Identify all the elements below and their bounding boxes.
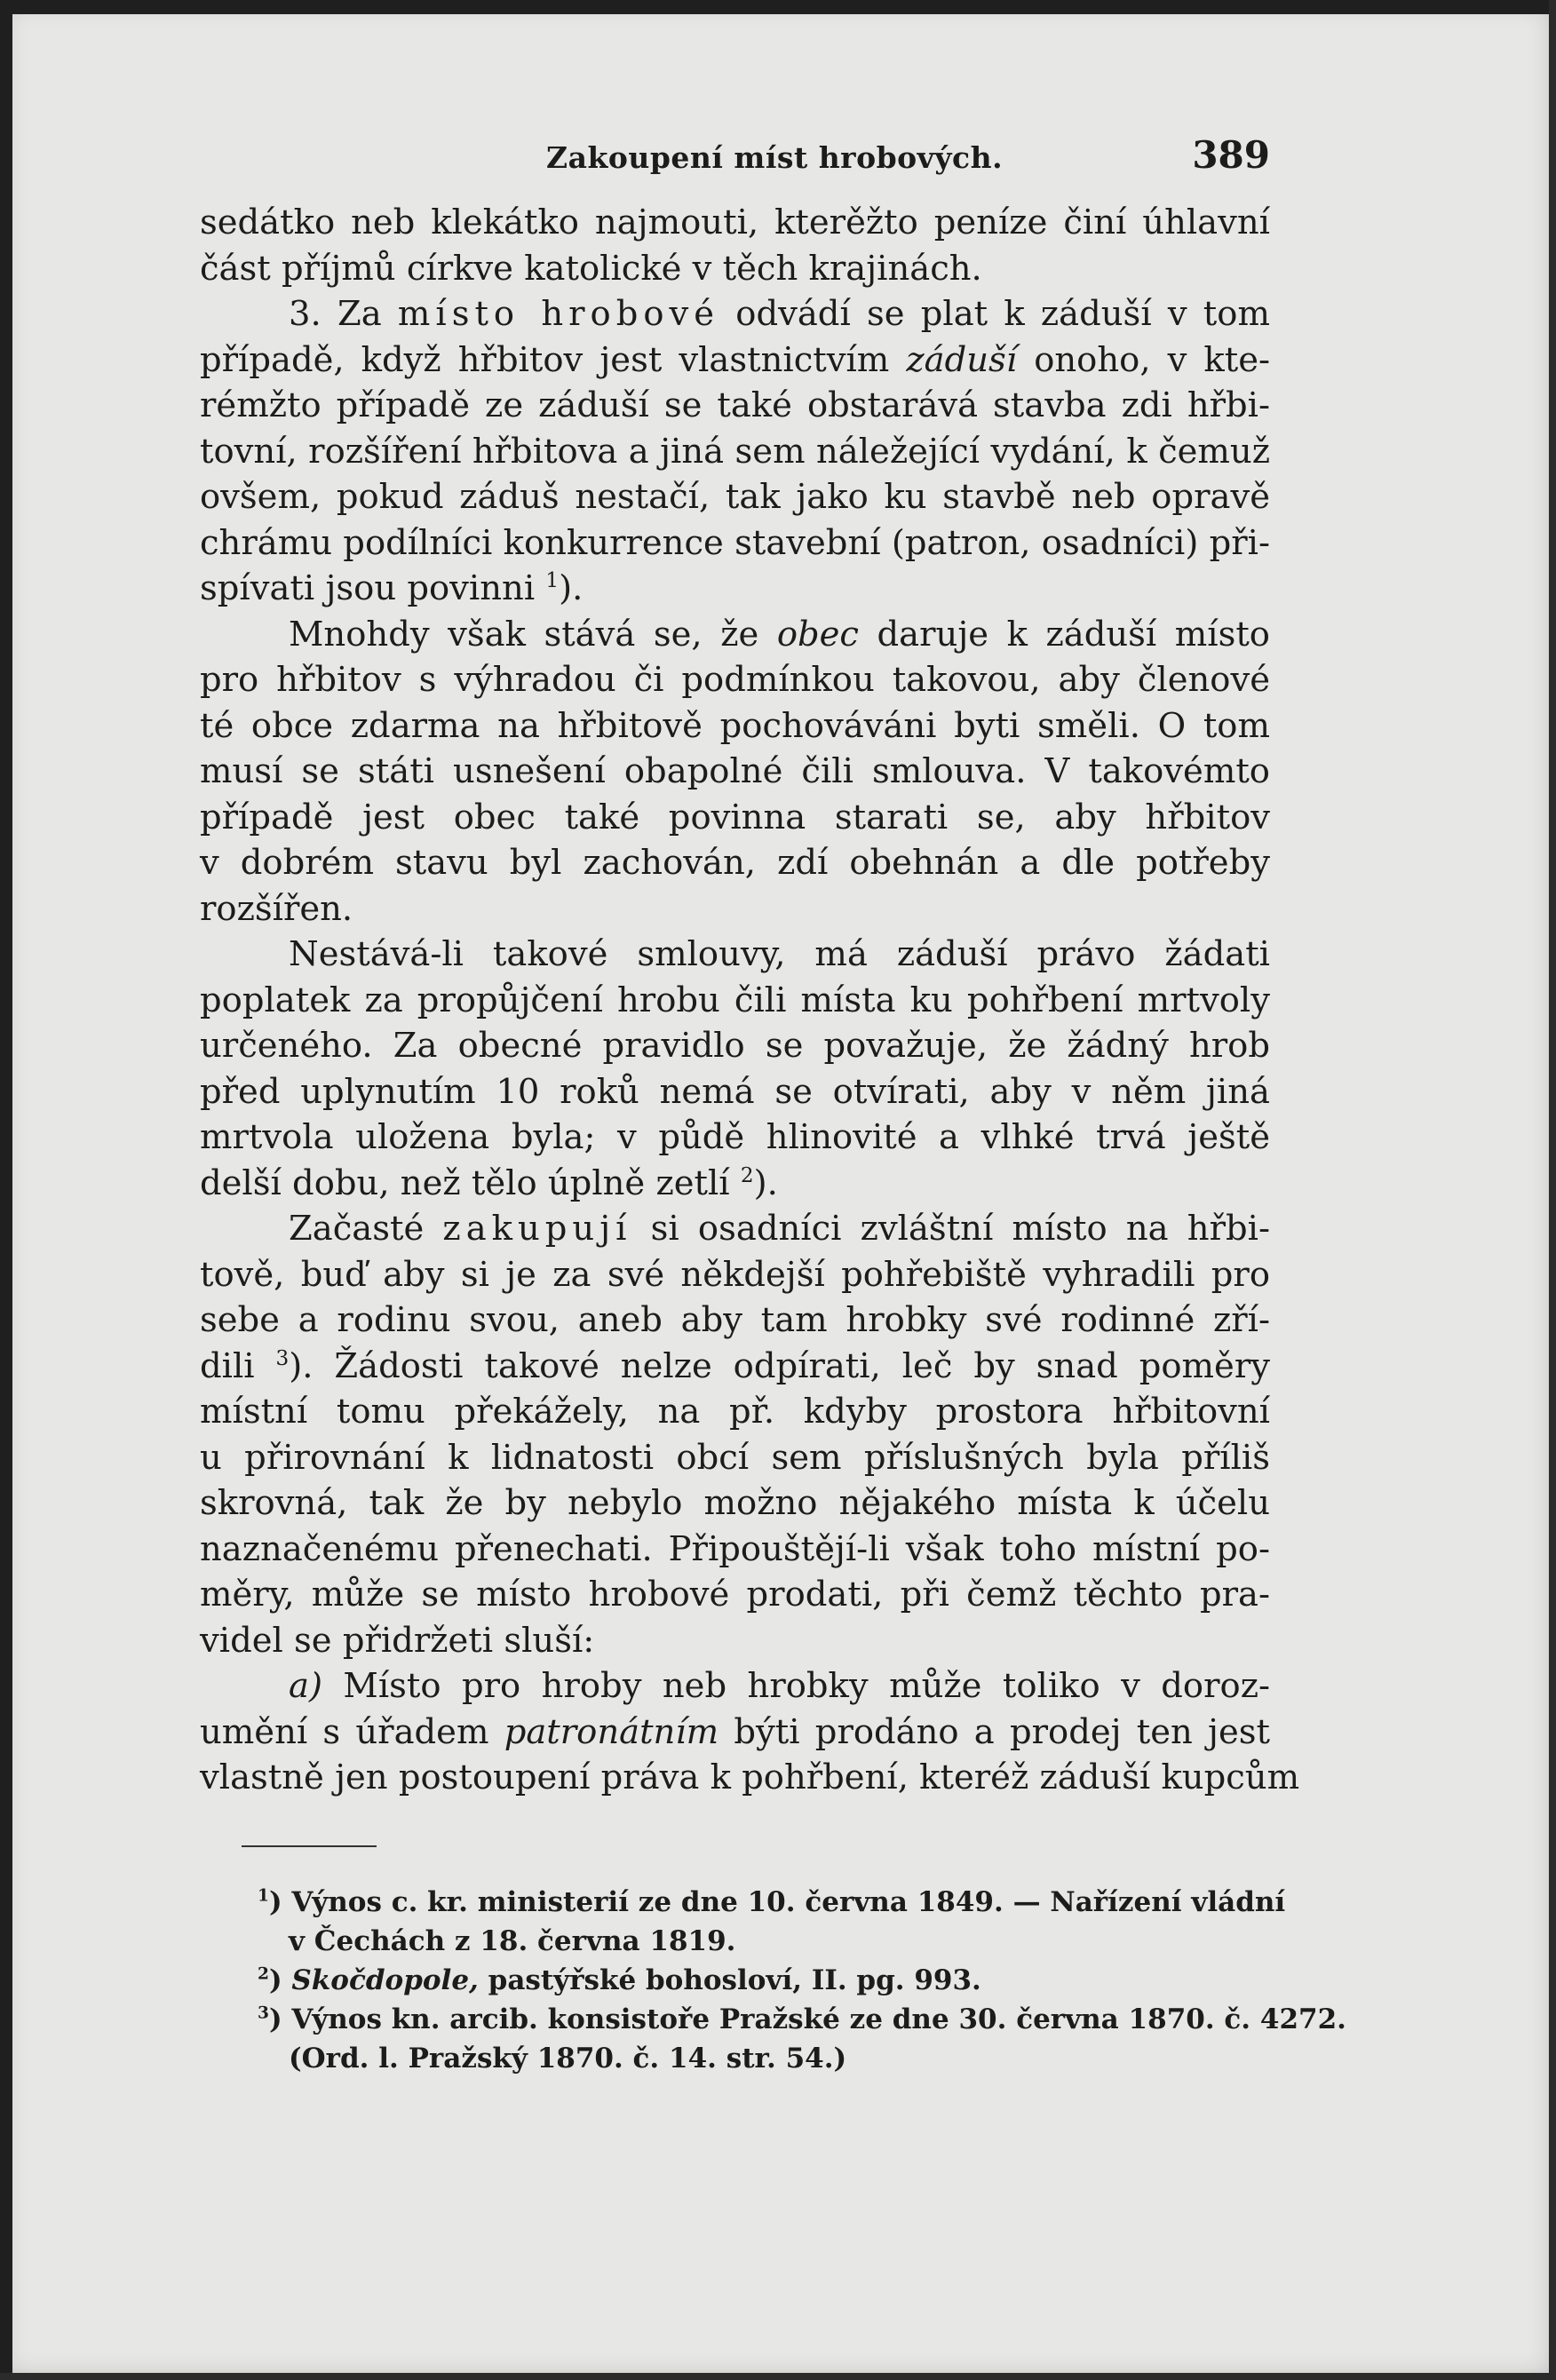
italic-term: záduší xyxy=(906,339,1018,380)
footnote-divider xyxy=(242,1845,377,1847)
text-line: musí se státi usnešení obapolné čili smlouva. V takovémto xyxy=(200,751,1270,791)
text-line: naznačenému přenechati. Připouštějí-li však toho místní po- xyxy=(200,1528,1270,1569)
text-line: případě, když hřbitov jest vlastnictvím záduší onoho, v kte- xyxy=(200,339,1270,380)
text-line: spívati jsou povinni $^1$). xyxy=(200,568,584,608)
footnote-mark: 2 xyxy=(258,1964,269,1984)
footnote-ref: 3 xyxy=(275,1346,290,1370)
text-line: té obce zdarma na hřbitově pochováváni byti směli. O tom xyxy=(200,705,1270,746)
text-line: u přirovnání k lidnatosti obcí sem příslušných byla příliš xyxy=(200,1437,1270,1478)
text-line: tově, buď aby si je za své někdejší pohřebiště vyhradili pro xyxy=(200,1254,1270,1295)
footnote-mark: 1 xyxy=(258,1886,269,1906)
text-line: sedátko neb klekátko najmouti, kterěžto peníze činí úhlavní xyxy=(200,202,1270,242)
text-line: skrovná, tak že by nebylo možno nějakého místa k účelu xyxy=(200,1483,1270,1523)
text-line: mrtvola uložena byla; v půdě hlinovité a vlhké trvá ještě xyxy=(200,1117,1270,1157)
text-line: před uplynutím 10 roků nemá se otvírati, aby v něm jiná xyxy=(200,1071,1270,1112)
text-line: poplatek za propůjčení hrobu čili místa ku pohřbení mrtvoly xyxy=(200,980,1270,1020)
text-line: případě jest obec také povinna starati se, aby hřbitov xyxy=(200,797,1270,837)
text-line: část příjmů církve katolické v těch krajinách. xyxy=(200,248,982,289)
paragraph-start: 3. Za místo hrobové odvádí se plat k záduší v tom xyxy=(289,294,1270,334)
text-line: delší dobu, než tělo úplně zetlí $^2$). xyxy=(200,1162,778,1203)
spaced-term: zakupují xyxy=(442,1209,632,1249)
text-line: pro hřbitov s výhradou či podmínkou takovou, aby členové xyxy=(200,660,1270,700)
footnote-1: $^1$) Výnos c. kr. ministerií ze dne 10. června 1849. — Nařízení vládní xyxy=(258,1886,1286,1918)
text-line: ovšem, pokud záduš nestačí, tak jako ku stavbě neb opravě xyxy=(200,477,1270,517)
list-marker: a) xyxy=(289,1666,322,1706)
text-line: rozšířen. xyxy=(200,888,353,929)
scan-border-right xyxy=(1549,0,1556,2380)
text-line: měry, může se místo hrobové prodati, při čemž těchto pra- xyxy=(200,1575,1270,1614)
paragraph-start: Mnohdy však stává se, že obec daruje k záduší místo xyxy=(289,614,1270,654)
text-line: tovní, rozšíření hřbitova a jiná sem náležející vydání, k čemuž xyxy=(200,431,1270,472)
text-line: místní tomu překážely, na př. kdyby prostora hřbitovní xyxy=(200,1392,1270,1432)
footnote-3-cont: (Ord. l. Pražský 1870. č. 14. str. 54.) xyxy=(289,2043,847,2075)
text-line: vlastně jen postoupení práva k pohřbení, kteréž záduší kupcům xyxy=(200,1757,1300,1797)
text-line: sebe a rodinu svou, aneb aby tam hrobky své rodinné zří- xyxy=(200,1300,1270,1340)
italic-term: patronátním xyxy=(504,1711,719,1752)
scan-border-left xyxy=(0,0,12,2380)
footnote-mark: 3 xyxy=(258,2003,269,2023)
page-number: 389 xyxy=(1192,133,1270,177)
text-line: určeného. Za obecné pravidlo se považuje, že žádný hrob xyxy=(200,1026,1270,1066)
text-line: rémžto případě ze záduší se také obstarává stavba zdi hřbi- xyxy=(200,385,1270,425)
footnote-ref: 2 xyxy=(740,1163,754,1187)
text-line: v dobrém stavu byl zachován, zdí obehnán a dle potřeby xyxy=(200,843,1270,883)
text-line: videl se přidržeti sluší: xyxy=(200,1620,595,1661)
main-text xyxy=(200,200,1300,1801)
paragraph-start: a) Místo pro hroby neb hrobky může toliko v doroz- xyxy=(289,1666,1270,1706)
paragraph-start: Začasté zakupují si osadníci zvláštní místo na hřbi- xyxy=(289,1209,1270,1249)
text-line: umění s úřadem patronátním býti prodáno a prodej ten jest xyxy=(200,1711,1270,1752)
footnote-3: $^3$) Výnos kn. arcib. konsistoře Pražské ze dne 30. června 1870. č. 4272. xyxy=(258,2003,1346,2035)
text-line: dili $^3$). Žádosti takové nelze odpírati, leč by snad poměry xyxy=(200,1345,1270,1386)
running-title: Zakoupení míst hrobových. xyxy=(546,140,1004,175)
text-line: chrámu podílníci konkurrence stavební (patron, osadníci) při- xyxy=(200,522,1270,563)
footnotes xyxy=(258,1883,1346,2078)
footnote-ref: 1 xyxy=(545,569,560,593)
page-header xyxy=(200,133,1270,178)
italic-term: obec xyxy=(776,614,859,654)
footnote-2: $^2$) Skočdopole, pastýřské bohosloví, II. pg. 993. xyxy=(258,1964,981,1996)
paragraph-start: Nestává-li takové smlouvy, má záduší právo žádati xyxy=(289,934,1270,974)
scan-border-top xyxy=(0,0,1556,14)
scan-border-bottom xyxy=(0,2373,1556,2380)
footnote-1-cont: v Čechách z 18. června 1819. xyxy=(289,1925,736,1957)
spaced-term: místo hrobové xyxy=(397,294,720,334)
